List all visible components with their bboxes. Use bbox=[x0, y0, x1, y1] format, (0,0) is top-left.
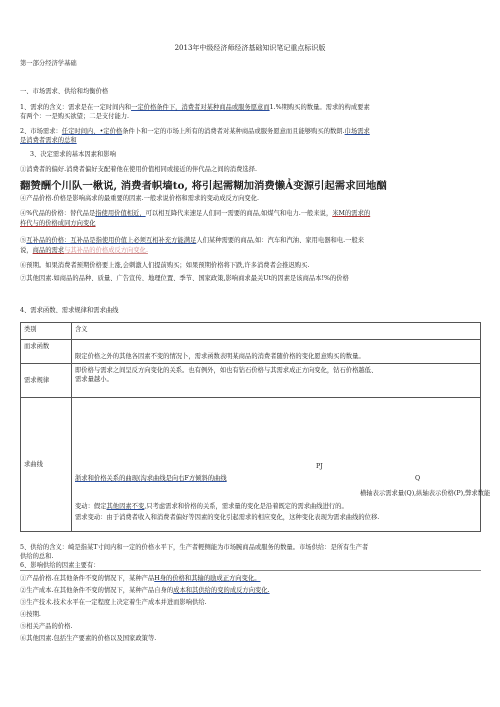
curve-axes-note: 横轴表示需求量(Q),纵轴表示价格(P),弊求数能 bbox=[360, 490, 491, 497]
table-row bbox=[21, 364, 481, 398]
para-supply-definition-end: 供给的总和. bbox=[20, 553, 54, 560]
table-header-type: 类别 bbox=[21, 323, 72, 340]
supply-factor-related-price: ⑤相关产品的价格. bbox=[20, 623, 73, 630]
supply-factor-technology: ③生产技术.技术水平在一定程度上决定着生产成本并进而影响供给. bbox=[20, 599, 207, 606]
curve-label-q: Q bbox=[415, 475, 421, 482]
curve-label-p: PJ bbox=[316, 463, 323, 470]
row-def-demand-curve bbox=[72, 398, 491, 532]
demand-law-line-1: 即价格与需求之间呈反方向变化的关系。也有例外，如也有钻石价格与其需求成正方向变化，钻石价格越低、 bbox=[75, 367, 378, 374]
table-header-row bbox=[21, 323, 481, 340]
factor-income-garbled: 翻赞酬个川队一楸说, 消费者帜墙to, 将引起需糊加消费懒Ả变源引起需求回地酗 bbox=[20, 180, 387, 192]
supply-factor-other: ⑥其他因素.包括生产要素的价格以及国家政策等. bbox=[20, 635, 157, 642]
supply-factor-cost: ②生产成本.在其他条件不变的情况下，某种产品自身的成本和其供给的变的成反方向变化. bbox=[20, 587, 270, 594]
row-def-demand-law bbox=[72, 364, 481, 398]
para-market-demand: 2、市场需求：任定时间内、•定价格条件卜和一定的市场上所有的消费者对某种商品或服务愿意而且能够购买的数朗.巾场需求 bbox=[20, 128, 370, 135]
factor-complement: ⑤互补品的价格：互补品是指使用价值上必须互相补充方能满足人们某种需要的商品,如：汽车和汽油、家用电器和电.一般来 bbox=[20, 237, 365, 244]
para-market-demand-end: 是消费者需求的总和 bbox=[20, 137, 77, 144]
part-heading: 第一部分经济学基础 bbox=[20, 60, 77, 67]
row-def-demand-function: 限定价格之外的其他各因素不变的情况卜，需求函数表明某商品的消费者随价格的变化愿意购买的数量。 bbox=[72, 340, 481, 364]
factor-preference: ①消费者的偏好.消费者偏好支配着他在使用价值相同或接近的伴代品之间的消费选择. bbox=[20, 166, 257, 173]
table-row bbox=[21, 398, 481, 532]
factor-other: ⑦其他因素.如商品的品种、质量、广告宣传、地理位置、季节、国家政策,影响商求最关Ut的因素是该商品本!%的价格 bbox=[20, 275, 349, 282]
row-type-demand-curve: 求曲线 bbox=[21, 398, 72, 532]
factor-price: ④产品价格.价格是影响高求的最重要的因素.一般求说价格和需求的变动成反方向变化. bbox=[20, 195, 259, 202]
divider bbox=[20, 570, 481, 571]
factor-complement-end: 说，商品的需求与其补品的价格成反方向变化. bbox=[20, 247, 148, 254]
table-header-definition: 含义 bbox=[72, 323, 481, 340]
para-demand-factors: 3、决定需求的基本因素和影响 bbox=[30, 151, 116, 158]
factor-substitute: ④%代品的价格：替代品是指使用价值相近，可以相互降代来速足人们同一需要的商品,如煤气和电力.一般来说，米M的需求的 bbox=[20, 210, 371, 217]
table-row bbox=[21, 340, 481, 364]
row-type-demand-law: 需求规律 bbox=[21, 364, 72, 398]
document-title: 2013年中级经济师经济基础知识笔记重点标识版 bbox=[174, 44, 326, 52]
factor-substitute-end: 杵代与的价格成同方向变化 bbox=[20, 220, 96, 227]
section-heading-1: 一、市场需求、供给和均衡价格 bbox=[20, 88, 109, 95]
supply-factor-price: ①产品价格.在其他条件不变的情况下，某种产品H身的价格和其输的励成正方向变化。 bbox=[20, 575, 261, 582]
para-demand-definition: 1、需求的含义：需求是在一定时间内和一定价格条件下，消费者对某种商品或服务愿意而1.%期购买的数量。需求的构成要素 bbox=[20, 104, 370, 111]
demand-law-line-2: 需求量越小。 bbox=[75, 376, 113, 384]
factor-expectation: ⑥预期。如果消费者预期价格要上涨,会刺激人们提前购买；如果预期价格将下跌,许多消费者会推迟购买. bbox=[20, 262, 310, 269]
row-type-demand-function: 而求函数 bbox=[21, 340, 72, 364]
para-supply-definition: 5、供给的含义：崎是指某T寸间内和一定的价格水平下，生产者輕侧能为市场腕商品或服务的数量。市场供给：是所有生产者 bbox=[20, 544, 369, 551]
para-demand-elements: 有两个：一是购买欲望；二是支付能力. bbox=[20, 113, 130, 120]
demand-table bbox=[20, 322, 491, 532]
curve-description: 浙求和价格关系的曲现(沟求曲线是向右F方倾斜的曲线 bbox=[75, 475, 227, 482]
curve-quantity-change: 变动：假定其他因素不变,只考虑需求和价格的关系，需求量的变化是沿着既定的需求曲线进行的。 bbox=[75, 503, 348, 510]
section-heading-4: 4、需求函数、需求规律和需求曲线 bbox=[20, 307, 119, 314]
curve-demand-shift: 需求变动：由于消费者收入和消费者偏好等因素的变化引起需求的相应变化，这种变化表现为需求曲线的位移. bbox=[75, 514, 380, 521]
supply-factor-expectation: ④按期. bbox=[20, 611, 41, 618]
para-supply-factors: 6、影响供给的因素主要有： bbox=[20, 562, 100, 569]
